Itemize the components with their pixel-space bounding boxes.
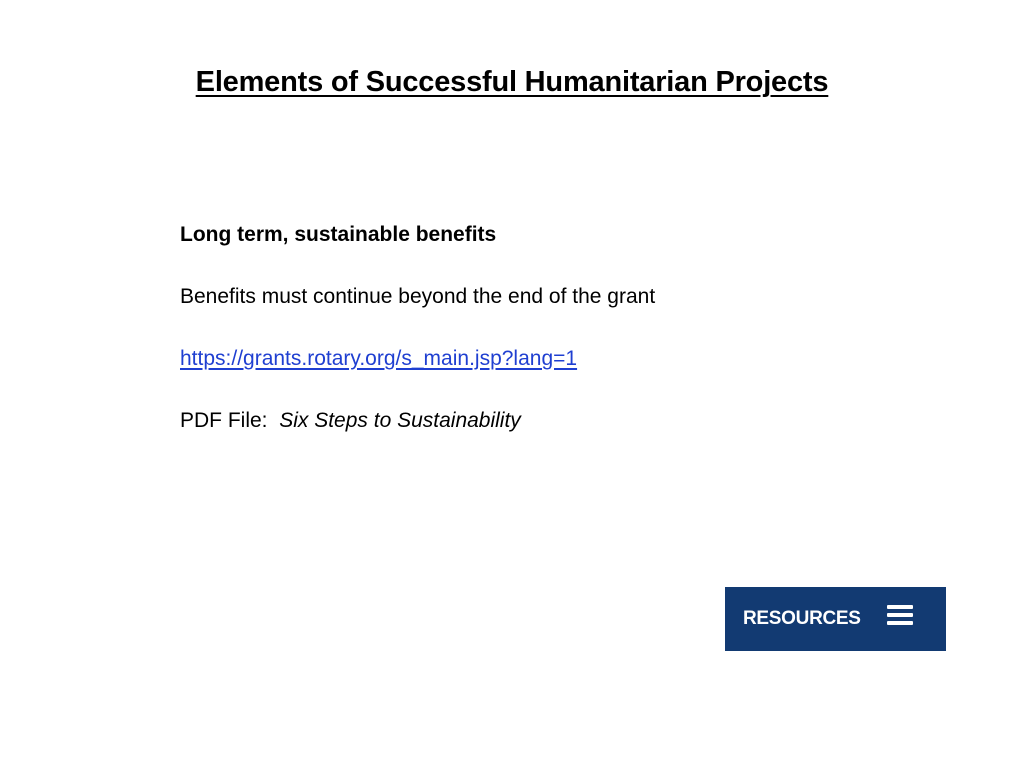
- hamburger-menu-icon[interactable]: [887, 603, 913, 627]
- slide-title: Elements of Successful Humanitarian Projects: [195, 66, 829, 98]
- resources-button[interactable]: [725, 587, 946, 651]
- body-text: Benefits must continue beyond the end of the grant: [180, 285, 656, 308]
- link-paragraph: [180, 344, 800, 406]
- slide-content: [180, 220, 800, 468]
- grants-link[interactable]: https://grants.rotary.org/s_main.jsp?lang=1: [180, 347, 578, 370]
- subheading: Long term, sustainable benefits: [180, 223, 497, 246]
- pdf-label: PDF File:: [180, 409, 268, 432]
- pdf-line: [180, 406, 800, 468]
- resources-label: RESOURCES: [743, 608, 861, 629]
- pdf-file-name[interactable]: Six Steps to Sustainability: [279, 409, 521, 432]
